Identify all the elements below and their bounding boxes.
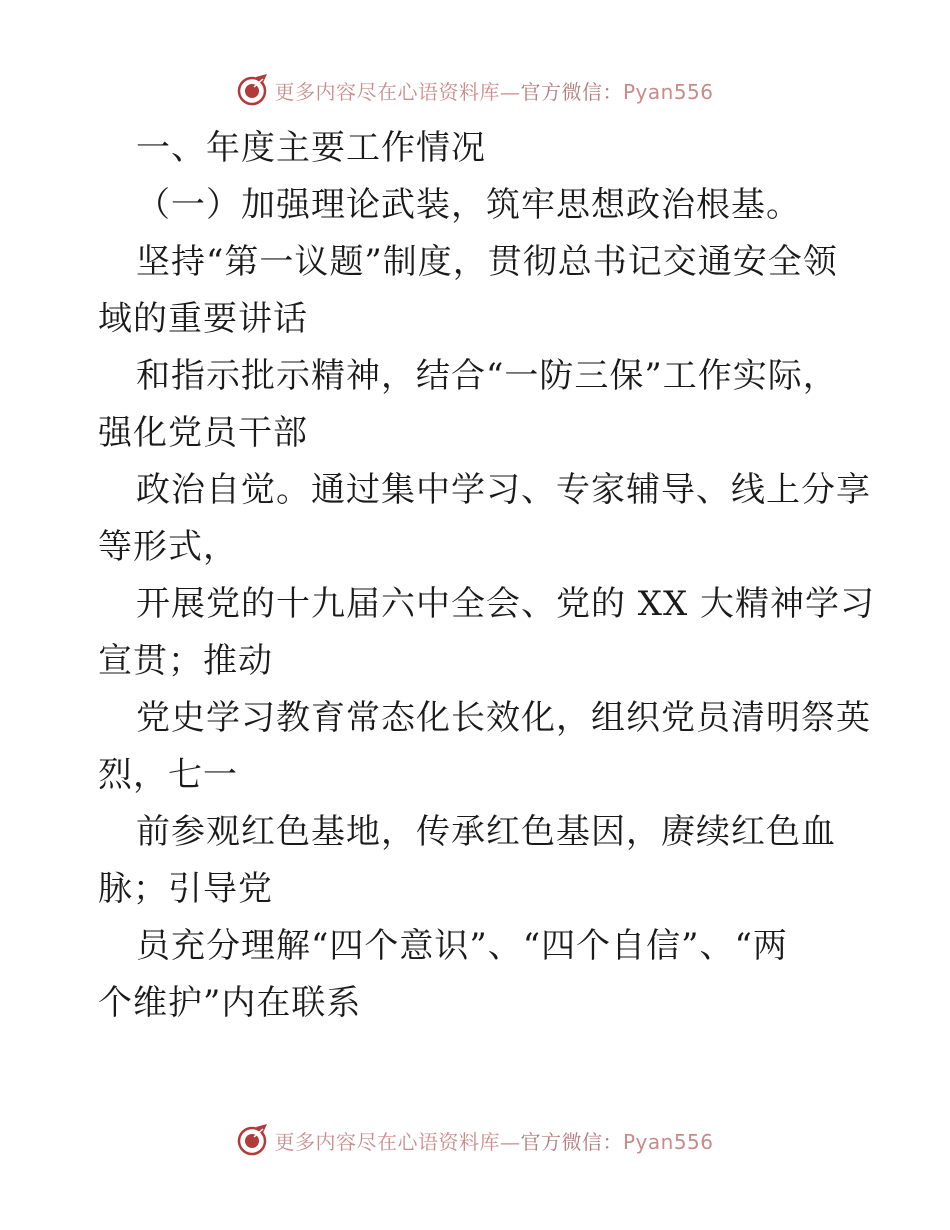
paragraph-line: 等形式， [98, 527, 238, 567]
paragraph-line: 政治自觉。通过集中学习、专家辅导、线上分享 [136, 470, 871, 510]
document-body [98, 120, 876, 1032]
quill-seal-icon [236, 73, 270, 107]
footer-watermark [0, 1120, 950, 1160]
paragraph-line: 前参观红色基地，传承红色基因，赓续红色血 [136, 812, 836, 852]
paragraph-line: 强化党员干部 [98, 413, 308, 453]
paragraph-line: 烈，七一 [98, 755, 238, 795]
section-subheading: （一）加强理论武装，筑牢思想政治根基。 [136, 185, 801, 225]
paragraph [98, 234, 876, 1032]
watermark-separator: — [499, 79, 521, 104]
paragraph-line: 党史学习教育常态化长效化，组织党员清明祭英 [136, 698, 871, 738]
header-watermark [0, 70, 950, 110]
paragraph-line: 员充分理解“四个意识”、“四个自信”、“两 [136, 926, 788, 966]
watermark-text [274, 1126, 713, 1155]
paragraph-line: 个维护”内在联系 [98, 983, 362, 1023]
paragraph-line: 脉；引导党 [98, 869, 273, 909]
watermark-text [274, 76, 713, 105]
quill-seal-icon [236, 1123, 270, 1157]
paragraph-line: 坚持“第一议题”制度，贯彻总书记交通安全领 [136, 242, 838, 282]
paragraph-line: 域的重要讲话 [98, 299, 308, 339]
watermark-wechat-label: 官方微信： [520, 79, 623, 104]
section-heading: 一、年度主要工作情况 [136, 128, 486, 168]
watermark-wechat-id: Pyan556 [622, 79, 714, 104]
watermark-separator: — [499, 1129, 521, 1154]
paragraph-line: 和指示批示精神，结合“一防三保”工作实际， [136, 356, 838, 396]
watermark-site-text: 更多内容尽在心语资料库 [274, 79, 500, 104]
watermark-site-text: 更多内容尽在心语资料库 [274, 1129, 500, 1154]
watermark-wechat-id: Pyan556 [622, 1129, 714, 1154]
watermark-wechat-label: 官方微信： [520, 1129, 623, 1154]
paragraph-line: 宣贯；推动 [98, 641, 273, 681]
paragraph-line: 开展党的十九届六中全会、党的 XX 大精神学习 [136, 584, 876, 624]
